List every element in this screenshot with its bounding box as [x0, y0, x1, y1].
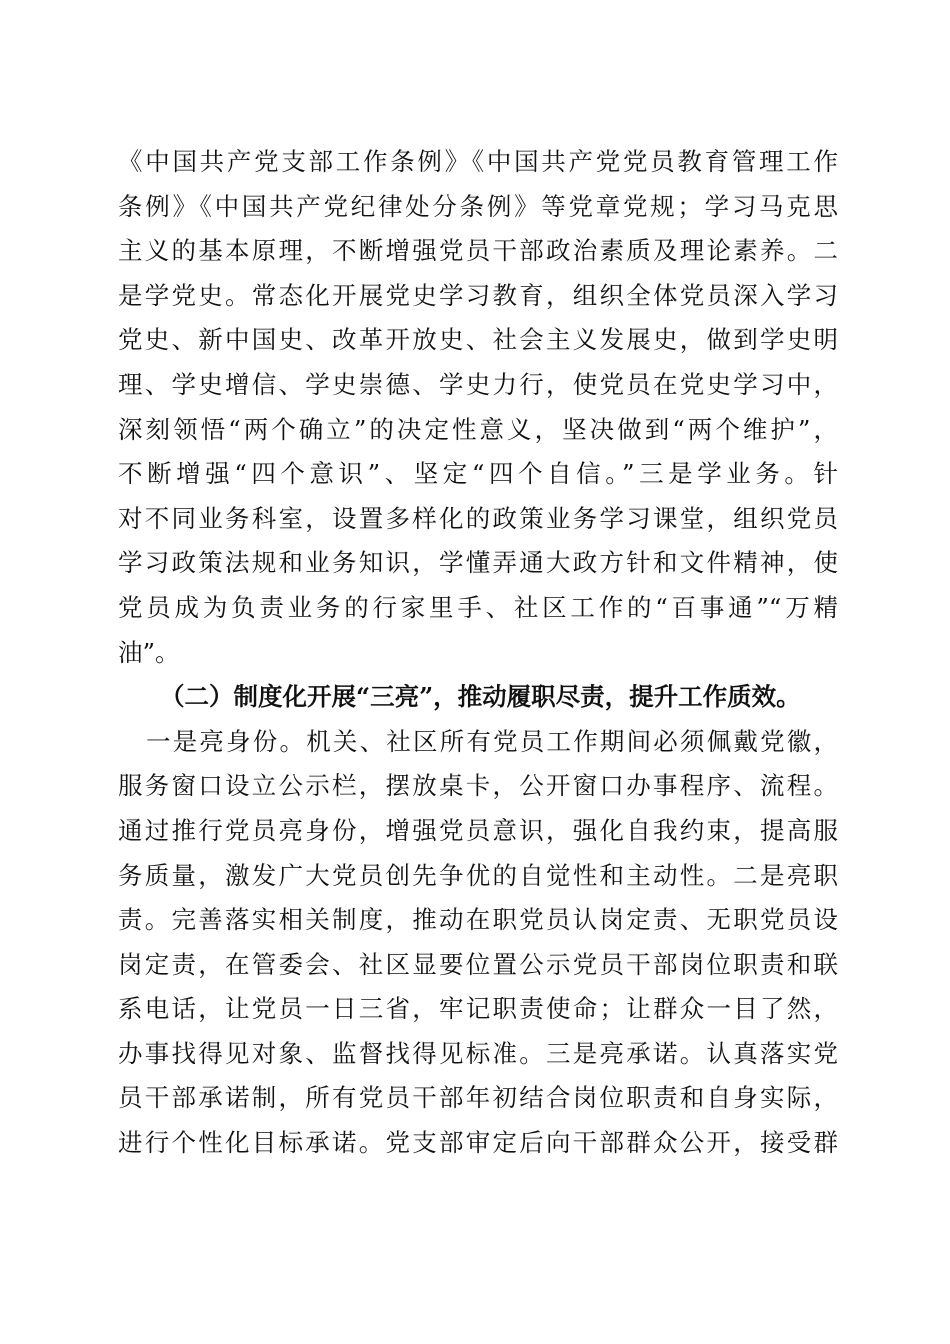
body-text [118, 140, 838, 1166]
text-line: 油”。 [118, 637, 180, 667]
text-line: 岗定责，在管委会、社区显要位置公示党员干部岗位职责和联 [118, 949, 838, 979]
text-line: 一是亮身份。机关、社区所有党员工作期间必须佩戴党徽， [146, 726, 838, 756]
section-heading: （二）制度化开展“三亮”，推动履职尽责，提升工作质效。 [160, 682, 801, 712]
text-line: 是学党史。常态化开展党史学习教育，组织全体党员深入学习 [118, 280, 838, 310]
text-line: 办事找得见对象、监督找得见标准。三是亮承诺。认真落实党 [118, 1038, 838, 1068]
text-line: 深刻领悟“两个确立”的决定性意义，坚决做到“两个维护”， [118, 414, 838, 444]
text-line: 条例》《中国共产党纪律处分条例》等党章党规；学习马克思 [118, 191, 838, 221]
text-line: 党员成为负责业务的行家里手、社区工作的“百事通”“万精 [118, 592, 838, 622]
text-line: 进行个性化目标承诺。党支部审定后向干部群众公开，接受群 [118, 1128, 838, 1158]
text-line: 务质量，激发广大党员创先争优的自觉性和主动性。二是亮职 [118, 860, 838, 890]
text-line: 不断增强“四个意识”、坚定“四个自信。”三是学业务。针 [118, 459, 838, 489]
text-line: 《中国共产党支部工作条例》《中国共产党党员教育管理工作 [118, 147, 838, 176]
text-line: 党史、新中国史、改革开放史、社会主义发展史，做到学史明 [118, 325, 838, 355]
text-line: 系电话，让党员一日三省，牢记职责使命；让群众一目了然， [118, 994, 838, 1024]
text-line: 通过推行党员亮身份，增强党员意识，强化自我约束，提高服 [118, 815, 838, 845]
text-line: 学习政策法规和业务知识，学懂弄通大政方针和文件精神，使 [118, 548, 838, 578]
text-line: 员干部承诺制，所有党员干部年初结合岗位职责和自身实际， [118, 1083, 838, 1113]
text-line: 责。完善落实相关制度，推动在职党员认岗定责、无职党员设 [118, 905, 838, 935]
text-line: 对不同业务科室，设置多样化的政策业务学习课堂，组织党员 [118, 503, 838, 533]
text-line: 主义的基本原理，不断增强党员干部政治素质及理论素养。二 [118, 236, 838, 266]
text-line: 服务窗口设立公示栏，摆放桌卡，公开窗口办事程序、流程。 [118, 771, 838, 801]
text-line: 理、学史增信、学史崇德、学史力行，使党员在党史学习中， [118, 369, 838, 399]
